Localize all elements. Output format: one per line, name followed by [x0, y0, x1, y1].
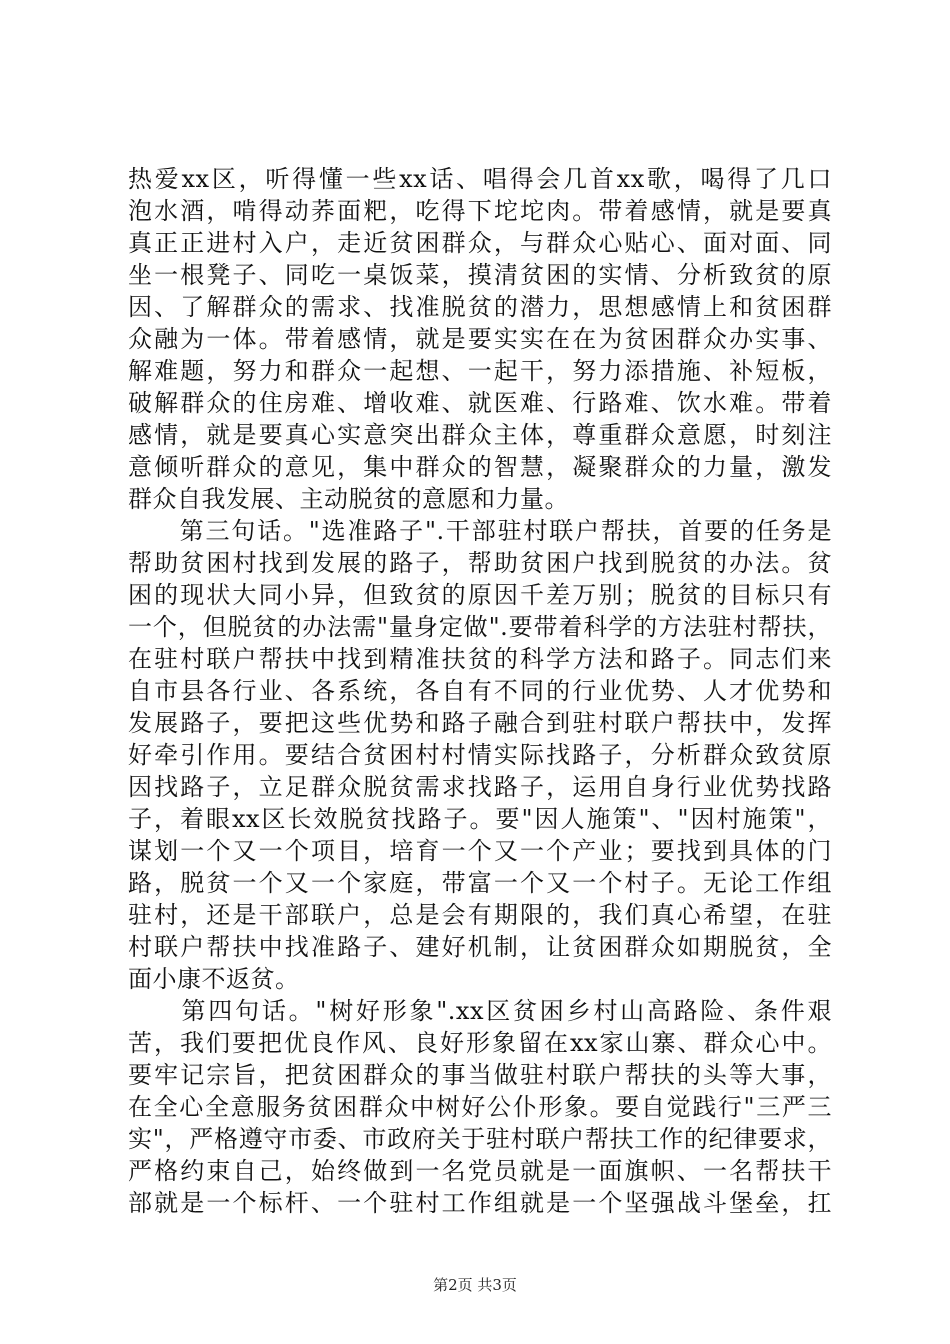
text-line: 泡水酒，啃得动荞面粑，吃得下坨坨肉。带着感情，就是要真	[128, 197, 832, 225]
text-line: 解难题，努力和群众一起想、一起干，努力添措施、补短板，	[128, 357, 832, 385]
page-number-footer: 第2页 共3页	[433, 1276, 517, 1294]
text-line: 困的现状大同小异，但致贫的原因千差万别；脱贫的目标只有	[128, 581, 832, 609]
text-line: 第四句话。"树好形象".xx区贫困乡村山高路险、条件艰	[128, 997, 832, 1025]
text-line: 路，脱贫一个又一个家庭，带富一个又一个村子。无论工作组	[128, 869, 832, 897]
text-line: 一个，但脱贫的办法需"量身定做".要带着科学的方法驻村帮扶，	[128, 613, 832, 641]
text-line: 要牢记宗旨，把贫困群众的事当做驻村联户帮扶的头等大事，	[128, 1061, 832, 1089]
text-line: 群众自我发展、主动脱贫的意愿和力量。	[128, 485, 569, 513]
text-line: 真正正进村入户，走近贫困群众，与群众心贴心、面对面、同	[128, 229, 832, 257]
text-line: 子，着眼xx区长效脱贫找路子。要"因人施策"、"因村施策"，	[128, 805, 832, 833]
text-line: 发展路子，要把这些优势和路子融合到驻村联户帮扶中，发挥	[128, 709, 832, 737]
text-line: 村联户帮扶中找准路子、建好机制，让贫困群众如期脱贫，全	[128, 933, 832, 961]
text-line: 苦，我们要把优良作风、良好形象留在xx家山寨、群众心中。	[128, 1029, 832, 1057]
text-line: 谋划一个又一个项目，培育一个又一个产业；要找到具体的门	[128, 837, 832, 865]
text-line: 第三句话。"选准路子".干部驻村联户帮扶，首要的任务是	[128, 517, 832, 545]
text-line: 坐一根凳子、同吃一桌饭菜，摸清贫困的实情、分析致贫的原	[128, 261, 832, 289]
text-line: 意倾听群众的意见，集中群众的智慧，凝聚群众的力量，激发	[128, 453, 832, 481]
text-line: 因、了解群众的需求、找准脱贫的潜力，思想感情上和贫困群	[128, 293, 832, 321]
text-line: 好牵引作用。要结合贫困村村情实际找路子，分析群众致贫原	[128, 741, 832, 769]
text-line: 在全心全意服务贫困群众中树好公仆形象。要自觉践行"三严三	[128, 1093, 832, 1121]
text-line: 因找路子，立足群众脱贫需求找路子，运用自身行业优势找路	[128, 773, 832, 801]
text-line: 热爱xx区，听得懂一些xx话、唱得会几首xx歌，喝得了几口	[128, 165, 832, 193]
text-line: 在驻村联户帮扶中找到精准扶贫的科学方法和路子。同志们来	[128, 645, 832, 673]
body-text	[128, 163, 832, 1219]
text-line: 帮助贫困村找到发展的路子，帮助贫困户找到脱贫的办法。贫	[128, 549, 832, 577]
text-line: 破解群众的住房难、增收难、就医难、行路难、饮水难。带着	[128, 389, 832, 417]
text-line: 众融为一体。带着感情，就是要实实在在为贫困群众办实事、	[128, 325, 832, 353]
text-line: 实"，严格遵守市委、市政府关于驻村联户帮扶工作的纪律要求，	[128, 1125, 832, 1153]
text-line: 严格约束自己，始终做到一名党员就是一面旗帜、一名帮扶干	[128, 1157, 832, 1185]
text-line: 感情，就是要真心实意突出群众主体，尊重群众意愿，时刻注	[128, 421, 832, 449]
text-line: 自市县各行业、各系统，各自有不同的行业优势、人才优势和	[128, 677, 832, 705]
text-line: 驻村，还是干部联户，总是会有期限的，我们真心希望，在驻	[128, 901, 832, 929]
text-line: 面小康不返贫。	[128, 965, 300, 993]
text-line: 部就是一个标杆、一个驻村工作组就是一个坚强战斗堡垒，扛	[128, 1189, 832, 1217]
